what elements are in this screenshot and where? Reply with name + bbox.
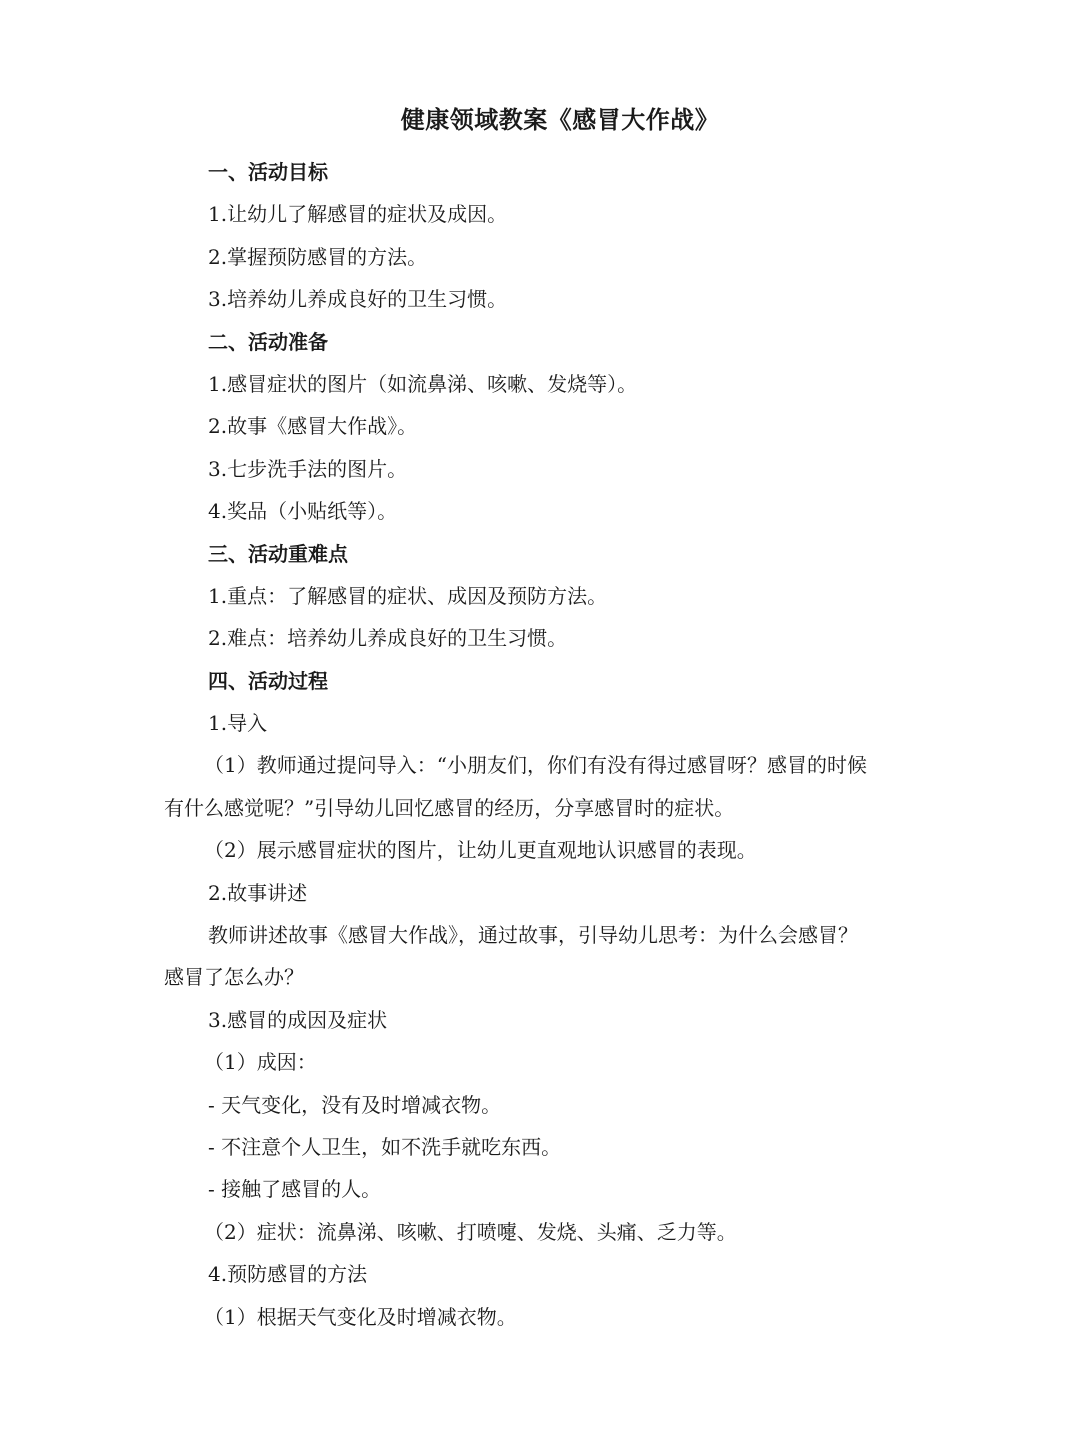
paragraph-line: 有什么感觉呢？”引导幼儿回忆感冒的经历，分享感冒时的症状。 (164, 795, 735, 820)
paragraph-line: - 不注意个人卫生，如不洗手就吃东西。 (208, 1134, 562, 1159)
paragraph-line: 感冒了怎么办？ (164, 965, 304, 990)
paragraph-line: 3.感冒的成因及症状 (208, 1007, 388, 1032)
paragraph-line: 2.故事《感冒大作战》。 (208, 414, 418, 439)
paragraph-line: （1）教师通过提问导入：“小朋友们，你们有没有得过感冒呀？感冒的时候 (204, 753, 867, 778)
paragraph-line: 2.故事讲述 (208, 880, 308, 905)
paragraph-line: 3.七步洗手法的图片。 (208, 456, 408, 481)
paragraph-line: （1）根据天气变化及时增减衣物。 (204, 1304, 517, 1329)
paragraph-line: （1）成因： (204, 1050, 317, 1075)
paragraph-line: 2.掌握预防感冒的方法。 (208, 244, 428, 269)
paragraph-line: 1.感冒症状的图片（如流鼻涕、咳嗽、发烧等）。 (208, 371, 638, 396)
paragraph-line: 3.培养幼儿养成良好的卫生习惯。 (208, 287, 508, 312)
section-heading: 一、活动目标 (208, 160, 328, 184)
paragraph-line: （2）症状：流鼻涕、咳嗽、打喷嚏、发烧、头痛、乏力等。 (204, 1219, 737, 1244)
paragraph-line: （2）展示感冒症状的图片，让幼儿更直观地认识感冒的表现。 (204, 838, 757, 863)
paragraph-line: 4.预防感冒的方法 (208, 1262, 368, 1287)
paragraph-line: 1.导入 (208, 711, 268, 736)
document-body (164, 151, 924, 1338)
paragraph-line: - 天气变化，没有及时增减衣物。 (208, 1092, 502, 1117)
paragraph-line: 1.让幼儿了解感冒的症状及成因。 (208, 202, 508, 227)
section-heading: 四、活动过程 (208, 668, 328, 693)
paragraph-line: 1.重点：了解感冒的症状、成因及预防方法。 (208, 583, 608, 608)
document-title: 健康领域教案《感冒大作战》 (400, 105, 720, 134)
paragraph-line: 4.奖品（小贴纸等）。 (208, 499, 398, 524)
section-heading: 二、活动准备 (208, 329, 328, 354)
paragraph-line: - 接触了感冒的人。 (208, 1177, 382, 1202)
paragraph-line: 教师讲述故事《感冒大作战》，通过故事，引导幼儿思考：为什么会感冒？ (208, 923, 858, 948)
section-heading: 三、活动重难点 (208, 541, 348, 566)
paragraph-line: 2.难点：培养幼儿养成良好的卫生习惯。 (208, 626, 568, 651)
